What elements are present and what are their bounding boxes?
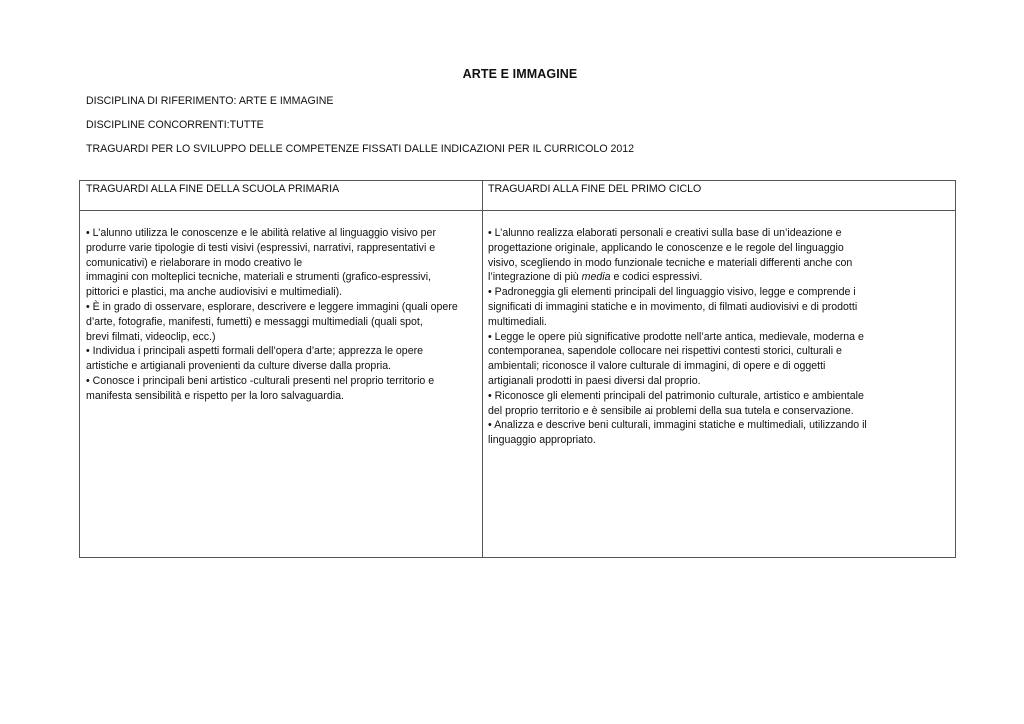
text-line: • Conosce i principali beni artistico -culturali presenti nel proprio territorio e	[86, 374, 435, 387]
text-line: • Analizza e descrive beni culturali, immagini statiche e multimediali, utilizzando il	[488, 419, 867, 432]
text-line: comunicativi) e rielaborare in modo creativo le	[86, 256, 303, 269]
page-title: ARTE E IMMAGINE	[462, 67, 578, 81]
text-line: • Padroneggia gli elementi principali del linguaggio visivo, legge e comprende i	[488, 286, 856, 299]
text-line: linguaggio appropriato.	[488, 434, 596, 447]
italic-term: media	[581, 271, 611, 284]
reference-discipline: DISCIPLINA DI RIFERIMENTO: ARTE E IMMAGINE	[86, 95, 334, 107]
text-line: • Individua i principali aspetti formali dell’opera d’arte; apprezza le opere	[86, 345, 424, 358]
column-divider	[482, 181, 483, 557]
text-line: progettazione originale, applicando le conoscenze e le regole del linguaggio	[488, 241, 844, 254]
primary-school-goals	[86, 226, 476, 404]
text-line: d’arte, fotografie, manifesti, fumetti) e messaggi multimediali (quali spot,	[86, 315, 423, 328]
primary-school-header: TRAGUARDI ALLA FINE DELLA SCUOLA PRIMARIA	[86, 183, 340, 195]
competence-goals-heading: TRAGUARDI PER LO SVILUPPO DELLE COMPETENZE FISSATI DALLE INDICAZIONI PER IL CURRICOLO 2012	[86, 143, 635, 155]
text-line: manifesta sensibilità e rispetto per la loro salvaguardia.	[86, 389, 344, 402]
text-fragment: l’integrazione di più	[488, 271, 582, 284]
text-line: significati di immagini statiche e in movimento, di filmati audiovisivi e di prodotti	[488, 300, 858, 313]
text-line: artistiche e artigianali provenienti da culture diverse dalla propria.	[86, 360, 392, 373]
text-line: contemporanea, sapendole collocare nei rispettivi contesti storici, culturali e	[488, 345, 842, 358]
text-fragment: e codici espressivi.	[610, 271, 703, 284]
first-cycle-goals	[488, 226, 908, 448]
text-line: visivo, scegliendo in modo funzionale tecniche e materiali differenti anche con	[488, 256, 853, 269]
first-cycle-header: TRAGUARDI ALLA FINE DEL PRIMO CICLO	[488, 183, 702, 195]
text-line: pittorici e plastici, ma anche audiovisivi e multimediali).	[86, 286, 343, 299]
text-line	[488, 270, 908, 285]
text-line: multimediali.	[488, 315, 547, 328]
text-line: artigianali prodotti in paesi diversi dal proprio.	[488, 374, 701, 387]
goals-table	[79, 180, 956, 558]
text-line: ambientali; riconosce il valore culturale di immagini, di opere e di oggetti	[488, 360, 826, 373]
concurrent-disciplines: DISCIPLINE CONCORRENTI:TUTTE	[86, 119, 264, 131]
text-line: immagini con molteplici tecniche, materiali e strumenti (grafico-espressivi,	[86, 271, 432, 284]
text-line: • L’alunno utilizza le conoscenze e le abilità relative al linguaggio visivo per	[86, 227, 436, 239]
text-line: del proprio territorio e è sensibile ai problemi della sua tutela e conservazione.	[488, 404, 854, 417]
text-line: • È in grado di osservare, esplorare, descrivere e leggere immagini (quali opere	[86, 300, 458, 313]
text-line: • Legge le opere più significative prodotte nell’arte antica, medievale, moderna e	[488, 330, 864, 343]
text-line: • Riconosce gli elementi principali del patrimonio culturale, artistico e ambientale	[488, 389, 864, 402]
text-line: • L’alunno realizza elaborati personali e creativi sulla base di un’ideazione e	[488, 227, 842, 239]
text-line: brevi filmati, videoclip, ecc.)	[86, 330, 216, 343]
header-divider	[80, 210, 955, 211]
text-line: produrre varie tipologie di testi visivi (espressivi, narrativi, rappresentativi e	[86, 241, 436, 254]
